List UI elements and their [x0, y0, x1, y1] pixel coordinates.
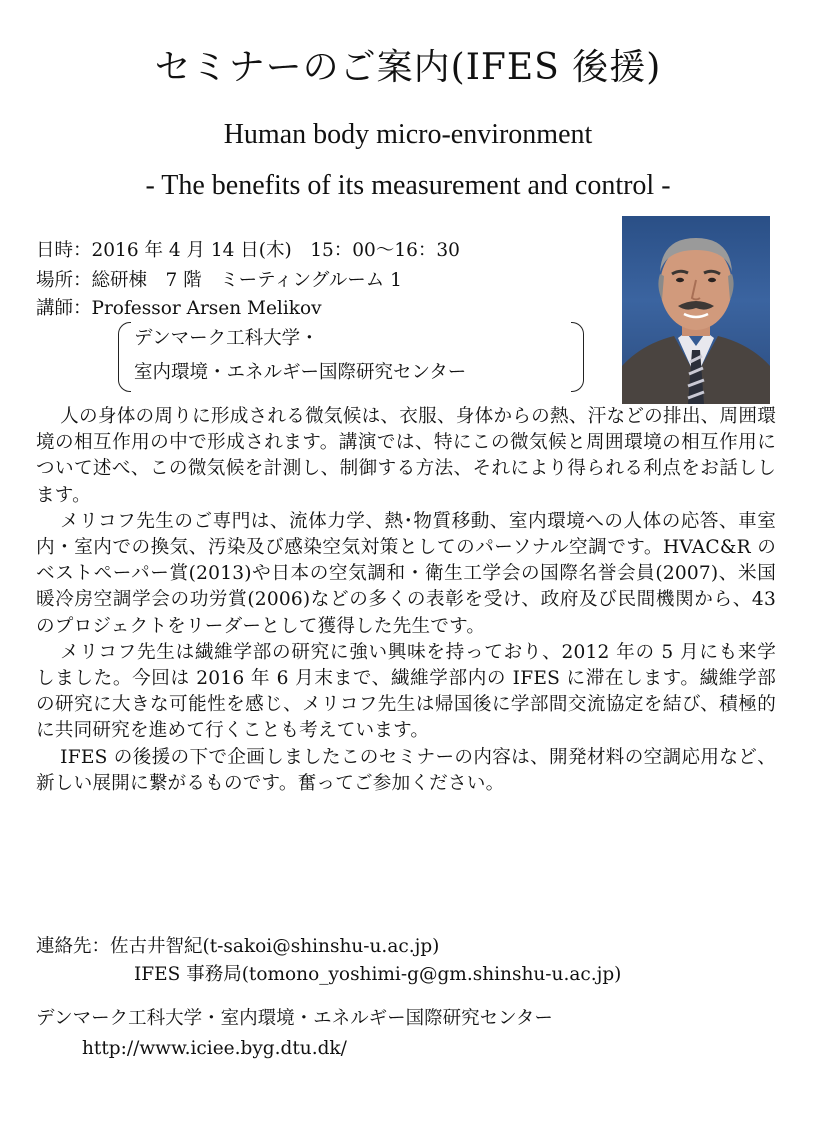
- contact-sakoi: 佐古井智紀(t-sakoi@shinshu-u.ac.jp): [110, 936, 440, 957]
- place-label: 場所：: [36, 270, 92, 291]
- date-value: 2016 年 4 月 14 日(木) 15：00～16：30: [91, 240, 460, 261]
- place-value: 総研棟 7 階 ミーティングルーム 1: [91, 270, 402, 291]
- lecturer-name: Professor Arsen Melikov: [91, 298, 322, 319]
- date-label: 日時：: [36, 240, 92, 261]
- lecturer-affiliation: [118, 322, 584, 392]
- page-title: セミナーのご案内(IFES 後援): [154, 47, 662, 88]
- paragraph-microclimate: 人の身体の周りに形成される微気候は、衣服、身体からの熱、汗などの排出、周囲環境の相互作用の中で形成されます。講演では、特にこの微気候と周囲環境の相互作用について述べ、この微気候を計測し、制御する方法、それにより得られる利点をお話しします。: [36, 406, 776, 506]
- affiliation-line-1: デンマーク工科大学・: [134, 328, 319, 349]
- portrait-illustration: [622, 216, 770, 404]
- contact-row: [36, 934, 439, 960]
- subtitle-topic: Human body micro-environment: [223, 119, 593, 150]
- footer-organization: デンマーク工科大学・室内環境・エネルギー国際研究センター: [36, 1008, 553, 1029]
- left-bracket: [118, 322, 131, 392]
- paragraph-invitation: IFES の後援の下で企画しましたこのセミナーの内容は、開発材料の空調応用など、新しい展開に繋がるものです。奮ってご参加ください。: [36, 746, 776, 794]
- paragraph-visit: メリコフ先生は繊維学部の研究に強い興味を持っており、2012 年の 5 月にも来学しました。今回は 2016 年 6 月末まで、繊維学部内の IFES に滞在します。繊維学部の研究に大きな可能性を感じ、メリコフ先生は帰国後に学部間交流協定を結び、積極的に共同研究を進めて行くことも考えています。: [36, 641, 776, 742]
- paragraph-expertise: メリコフ先生のご専門は、流体力学、熱･物質移動、室内環境への人体の応答、車室内・室内での換気、汚染及び感染空気対策としてのパーソナル空調です。HVAC&R のベストペーパー賞(2013)や日本の空気調和・衛生工学会の国際名誉会員(2007)、米国暖冷房空調学会の功労賞(2006)などの多くの表彰を受け、政府及び民間機関から、43 のプロジェクトをリーダーとして獲得した先生です。: [36, 510, 776, 637]
- footer-url-link[interactable]: http://www.iciee.byg.dtu.dk/: [82, 1038, 347, 1059]
- contact-ifes: IFES 事務局(tomono_yoshimi-g@gm.shinshu-u.ac.jp): [134, 964, 622, 985]
- lecturer-row: [36, 296, 322, 322]
- lecturer-label: 講師：: [36, 298, 92, 319]
- date-row: [36, 238, 460, 264]
- description-body: [36, 404, 776, 797]
- subtitle-tagline: - The benefits of its measurement and control -: [145, 170, 671, 201]
- place-row: [36, 268, 402, 294]
- right-bracket: [571, 322, 584, 392]
- affiliation-line-2: 室内環境・エネルギー国際研究センター: [134, 362, 467, 383]
- lecturer-portrait-photo: [622, 216, 770, 404]
- contact-label: 連絡先：: [36, 936, 111, 957]
